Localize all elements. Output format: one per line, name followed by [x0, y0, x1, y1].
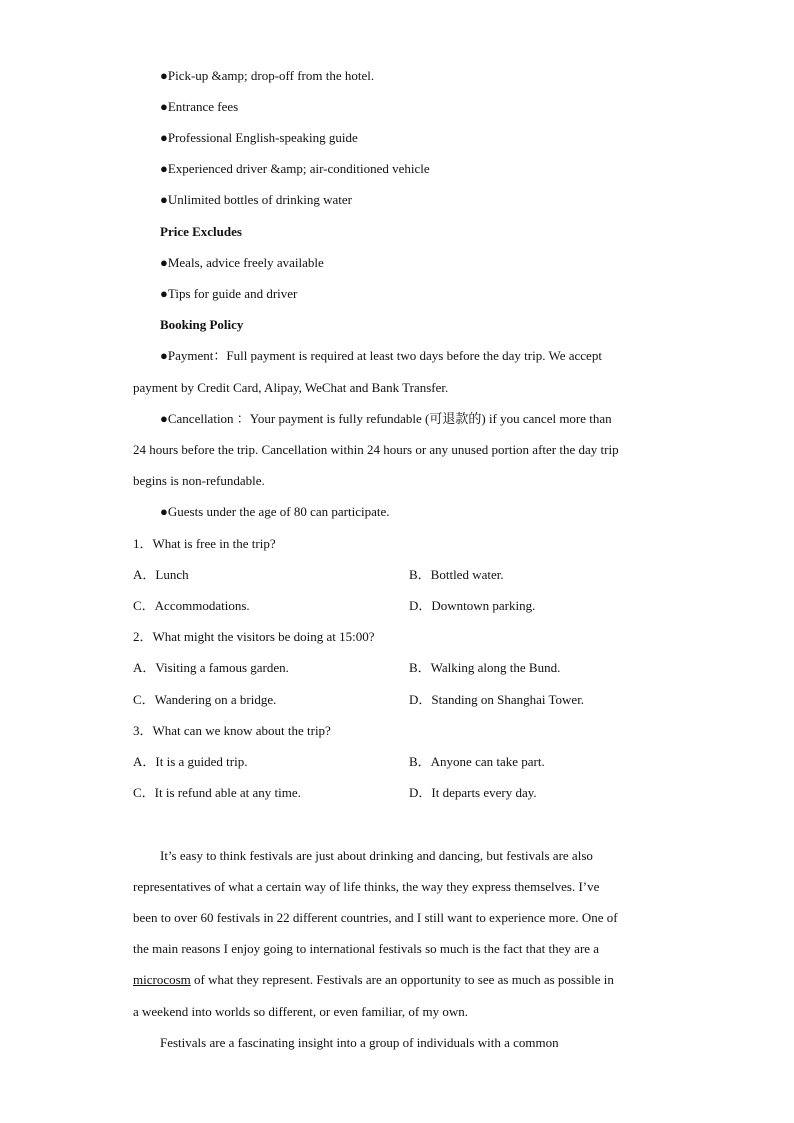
cancellation-line-1: ●Cancellation ：Your payment is fully refundable (可退款的) if you cancel more than	[160, 411, 612, 426]
underlined-word-microcosm: microcosm	[133, 972, 191, 987]
passage-p1-line-3: been to over 60 festivals in 22 different countries, and I still want to experience more. One of	[133, 910, 618, 925]
question-2-option-c: C．Wandering on a bridge.	[133, 692, 277, 707]
question-1-option-a: A．Lunch	[133, 567, 189, 582]
include-item-entrance: ●Entrance fees	[160, 99, 239, 114]
exclude-item-meals: ●Meals, advice freely available	[160, 255, 324, 270]
question-3-option-d: D．It departs every day.	[409, 785, 537, 800]
cancellation-line-2: 24 hours before the trip. Cancellation within 24 hours or any unused portion after the day trip	[133, 442, 619, 457]
question-2-option-a: A．Visiting a famous garden.	[133, 660, 289, 675]
passage-p1-line-4: the main reasons I enjoy going to international festivals so much is the fact that they are a	[133, 941, 600, 956]
cancellation-line-3: begins is non-refundable.	[133, 473, 265, 488]
include-item-driver: ●Experienced driver &amp; air-conditioned vehicle	[160, 161, 430, 176]
booking-policy-heading: Booking Policy	[160, 317, 244, 332]
question-2-option-d: D．Standing on Shanghai Tower.	[409, 692, 585, 707]
include-item-guide: ●Professional English-speaking guide	[160, 130, 358, 145]
question-1-stem: 1．What is free in the trip?	[133, 536, 276, 551]
passage-p1-line-5-rest: of what they represent. Festivals are an opportunity to see as much as possible in	[190, 972, 614, 987]
question-3-option-c: C．It is refund able at any time.	[133, 785, 301, 800]
question-3-stem: 3．What can we know about the trip?	[133, 723, 331, 738]
passage-p1-line-6: a weekend into worlds so different, or even familiar, of my own.	[133, 1004, 468, 1019]
question-2-option-b: B．Walking along the Bund.	[409, 660, 561, 675]
question-3-option-a: A．It is a guided trip.	[133, 754, 248, 769]
price-excludes-heading: Price Excludes	[160, 224, 242, 239]
passage-p1-line-5	[133, 972, 614, 988]
question-1-option-d: D．Downtown parking.	[409, 598, 536, 613]
payment-line-2: payment by Credit Card, Alipay, WeChat and Bank Transfer.	[133, 380, 449, 395]
payment-line-1: ●Payment：Full payment is required at least two days before the day trip. We accept	[160, 348, 602, 363]
question-1-option-c: C．Accommodations.	[133, 598, 250, 613]
exclude-item-tips: ●Tips for guide and driver	[160, 286, 298, 301]
question-3-option-b: B．Anyone can take part.	[409, 754, 545, 769]
include-item-pickup: ●Pick-up &amp; drop-off from the hotel.	[160, 68, 375, 83]
passage-p1-line-1: It’s easy to think festivals are just about drinking and dancing, but festivals are also	[160, 848, 593, 863]
question-2-stem: 2．What might the visitors be doing at 15:00?	[133, 629, 375, 644]
include-item-water: ●Unlimited bottles of drinking water	[160, 192, 352, 207]
passage-p2-line-1: Festivals are a fascinating insight into a group of individuals with a common	[160, 1035, 559, 1050]
guests-policy: ●Guests under the age of 80 can participate.	[160, 504, 390, 519]
passage-p1-line-2: representatives of what a certain way of life thinks, the way they express themselves. I’ve	[133, 879, 600, 894]
question-1-option-b: B．Bottled water.	[409, 567, 504, 582]
